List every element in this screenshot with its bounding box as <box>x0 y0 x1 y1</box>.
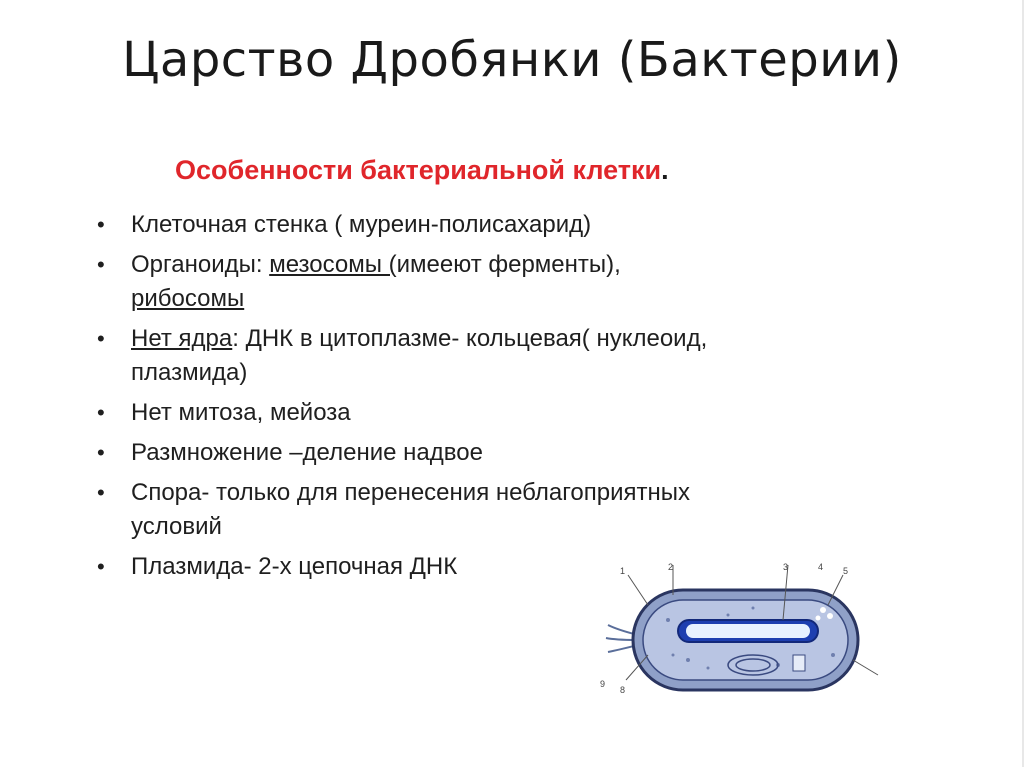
list-item: • Спора- только для перенесения неблагоприятных условий <box>97 479 691 540</box>
subtitle-period: . <box>661 155 669 185</box>
diagram-label: 4 <box>818 562 824 572</box>
slide-title: Царство Дробянки (Бактерии) <box>122 32 902 88</box>
list-item: • Нет митоза, мейоза <box>97 399 351 426</box>
bacterial-cell-diagram <box>578 560 888 710</box>
list-item-text: Плазмида- 2-х цепочная ДНК <box>131 553 458 580</box>
diagram-label: 8 <box>620 685 626 695</box>
list-item: • Плазмида- 2-х цепочная ДНК <box>97 553 458 580</box>
list-item: • Нет ядра: ДНК в цитоплазме- кольцевая( нуклеоид, плазмида) <box>97 325 708 386</box>
feature-list <box>95 208 895 590</box>
underlined-term: рибосомы <box>131 285 245 312</box>
diagram-label: 2 <box>668 562 674 572</box>
list-item: • Органоиды: мезосомы (имееют ферменты), рибосомы <box>97 251 621 312</box>
list-item-text: условий <box>131 513 222 540</box>
diagram-label: 3 <box>783 562 789 572</box>
underlined-term: Нет ядра <box>131 325 233 352</box>
list-item: • Клеточная стенка ( муреин-полисахарид) <box>97 211 592 238</box>
section-subtitle <box>175 155 669 186</box>
diagram-label: 1 <box>620 566 626 576</box>
list-item-text: имееют ферменты), <box>396 251 621 278</box>
diagram-label: 5 <box>843 566 849 576</box>
underlined-term: мезосомы ( <box>269 251 397 278</box>
list-item-text: Размножение –деление надвое <box>131 439 483 466</box>
list-item-text: Органоиды: <box>131 251 270 278</box>
list-item: • Размножение –деление надвое <box>97 439 483 466</box>
subtitle-text: Особенности бактериальной клетки <box>175 155 662 185</box>
list-item-text: Клеточная стенка ( муреин-полисахарид) <box>131 211 592 238</box>
list-item-text: Спора- только для перенесения неблагоприятных <box>131 479 691 506</box>
diagram-label: 9 <box>600 679 606 689</box>
list-item-text: плазмида) <box>131 359 248 386</box>
list-item-text: Нет митоза, мейоза <box>131 399 351 426</box>
list-item-text: : ДНК в цитоплазме- кольцевая( нуклеоид, <box>232 325 708 352</box>
